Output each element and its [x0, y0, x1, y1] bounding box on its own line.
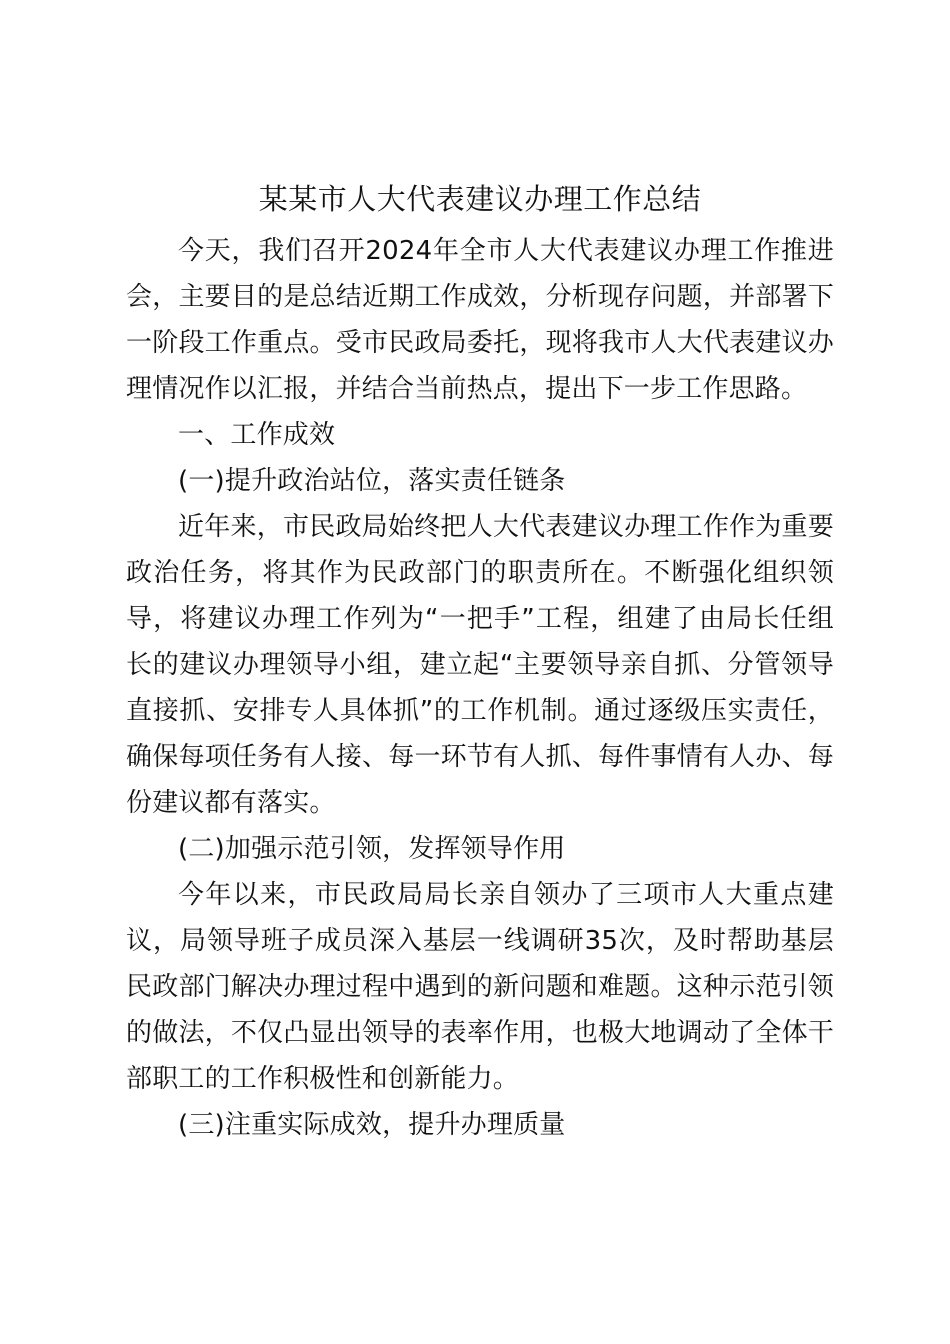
subsection-body-1: 近年来，市民政局始终把人大代表建议办理工作作为重要政治任务，将其作为民政部门的职责所在。不断强化组织领导，将建议办理工作列为“一把手”工程，组建了由局长任组长的建议办理领导小组，建立起“主要领导亲自抓、分管领导直接抓、安排专人具体抓”的工作机制。通过逐级压实责任，确保每项任务有人接、每一环节有人抓、每件事情有人办、每份建议都有落实。 — [126, 512, 834, 818]
subsection-heading-1: (一)提升政治站位，落实责任链条 — [178, 466, 566, 496]
subsection-heading-2: (二)加强示范引领，发挥领导作用 — [178, 834, 566, 864]
subsection-heading-3: (三)注重实际成效，提升办理质量 — [178, 1110, 566, 1140]
section-heading-achievements: 一、工作成效 — [178, 420, 336, 450]
subsection-body-2: 今年以来，市民政局局长亲自领办了三项市人大重点建议，局领导班子成员深入基层一线调研35次，及时帮助基层民政部门解决办理过程中遇到的新问题和难题。这种示范引领的做法，不仅凸显出领导的表率作用，也极大地调动了全体干部职工的工作积极性和创新能力。 — [126, 880, 834, 1094]
document-title: 某某市人大代表建议办理工作总结 — [258, 182, 702, 216]
intro-paragraph: 今天，我们召开2024年全市人大代表建议办理工作推进会，主要目的是总结近期工作成效，分析现存问题，并部署下一阶段工作重点。受市民政局委托，现将我市人大代表建议办理情况作以汇报，并结合当前热点，提出下一步工作思路。 — [126, 236, 834, 404]
document-body — [126, 170, 834, 1148]
